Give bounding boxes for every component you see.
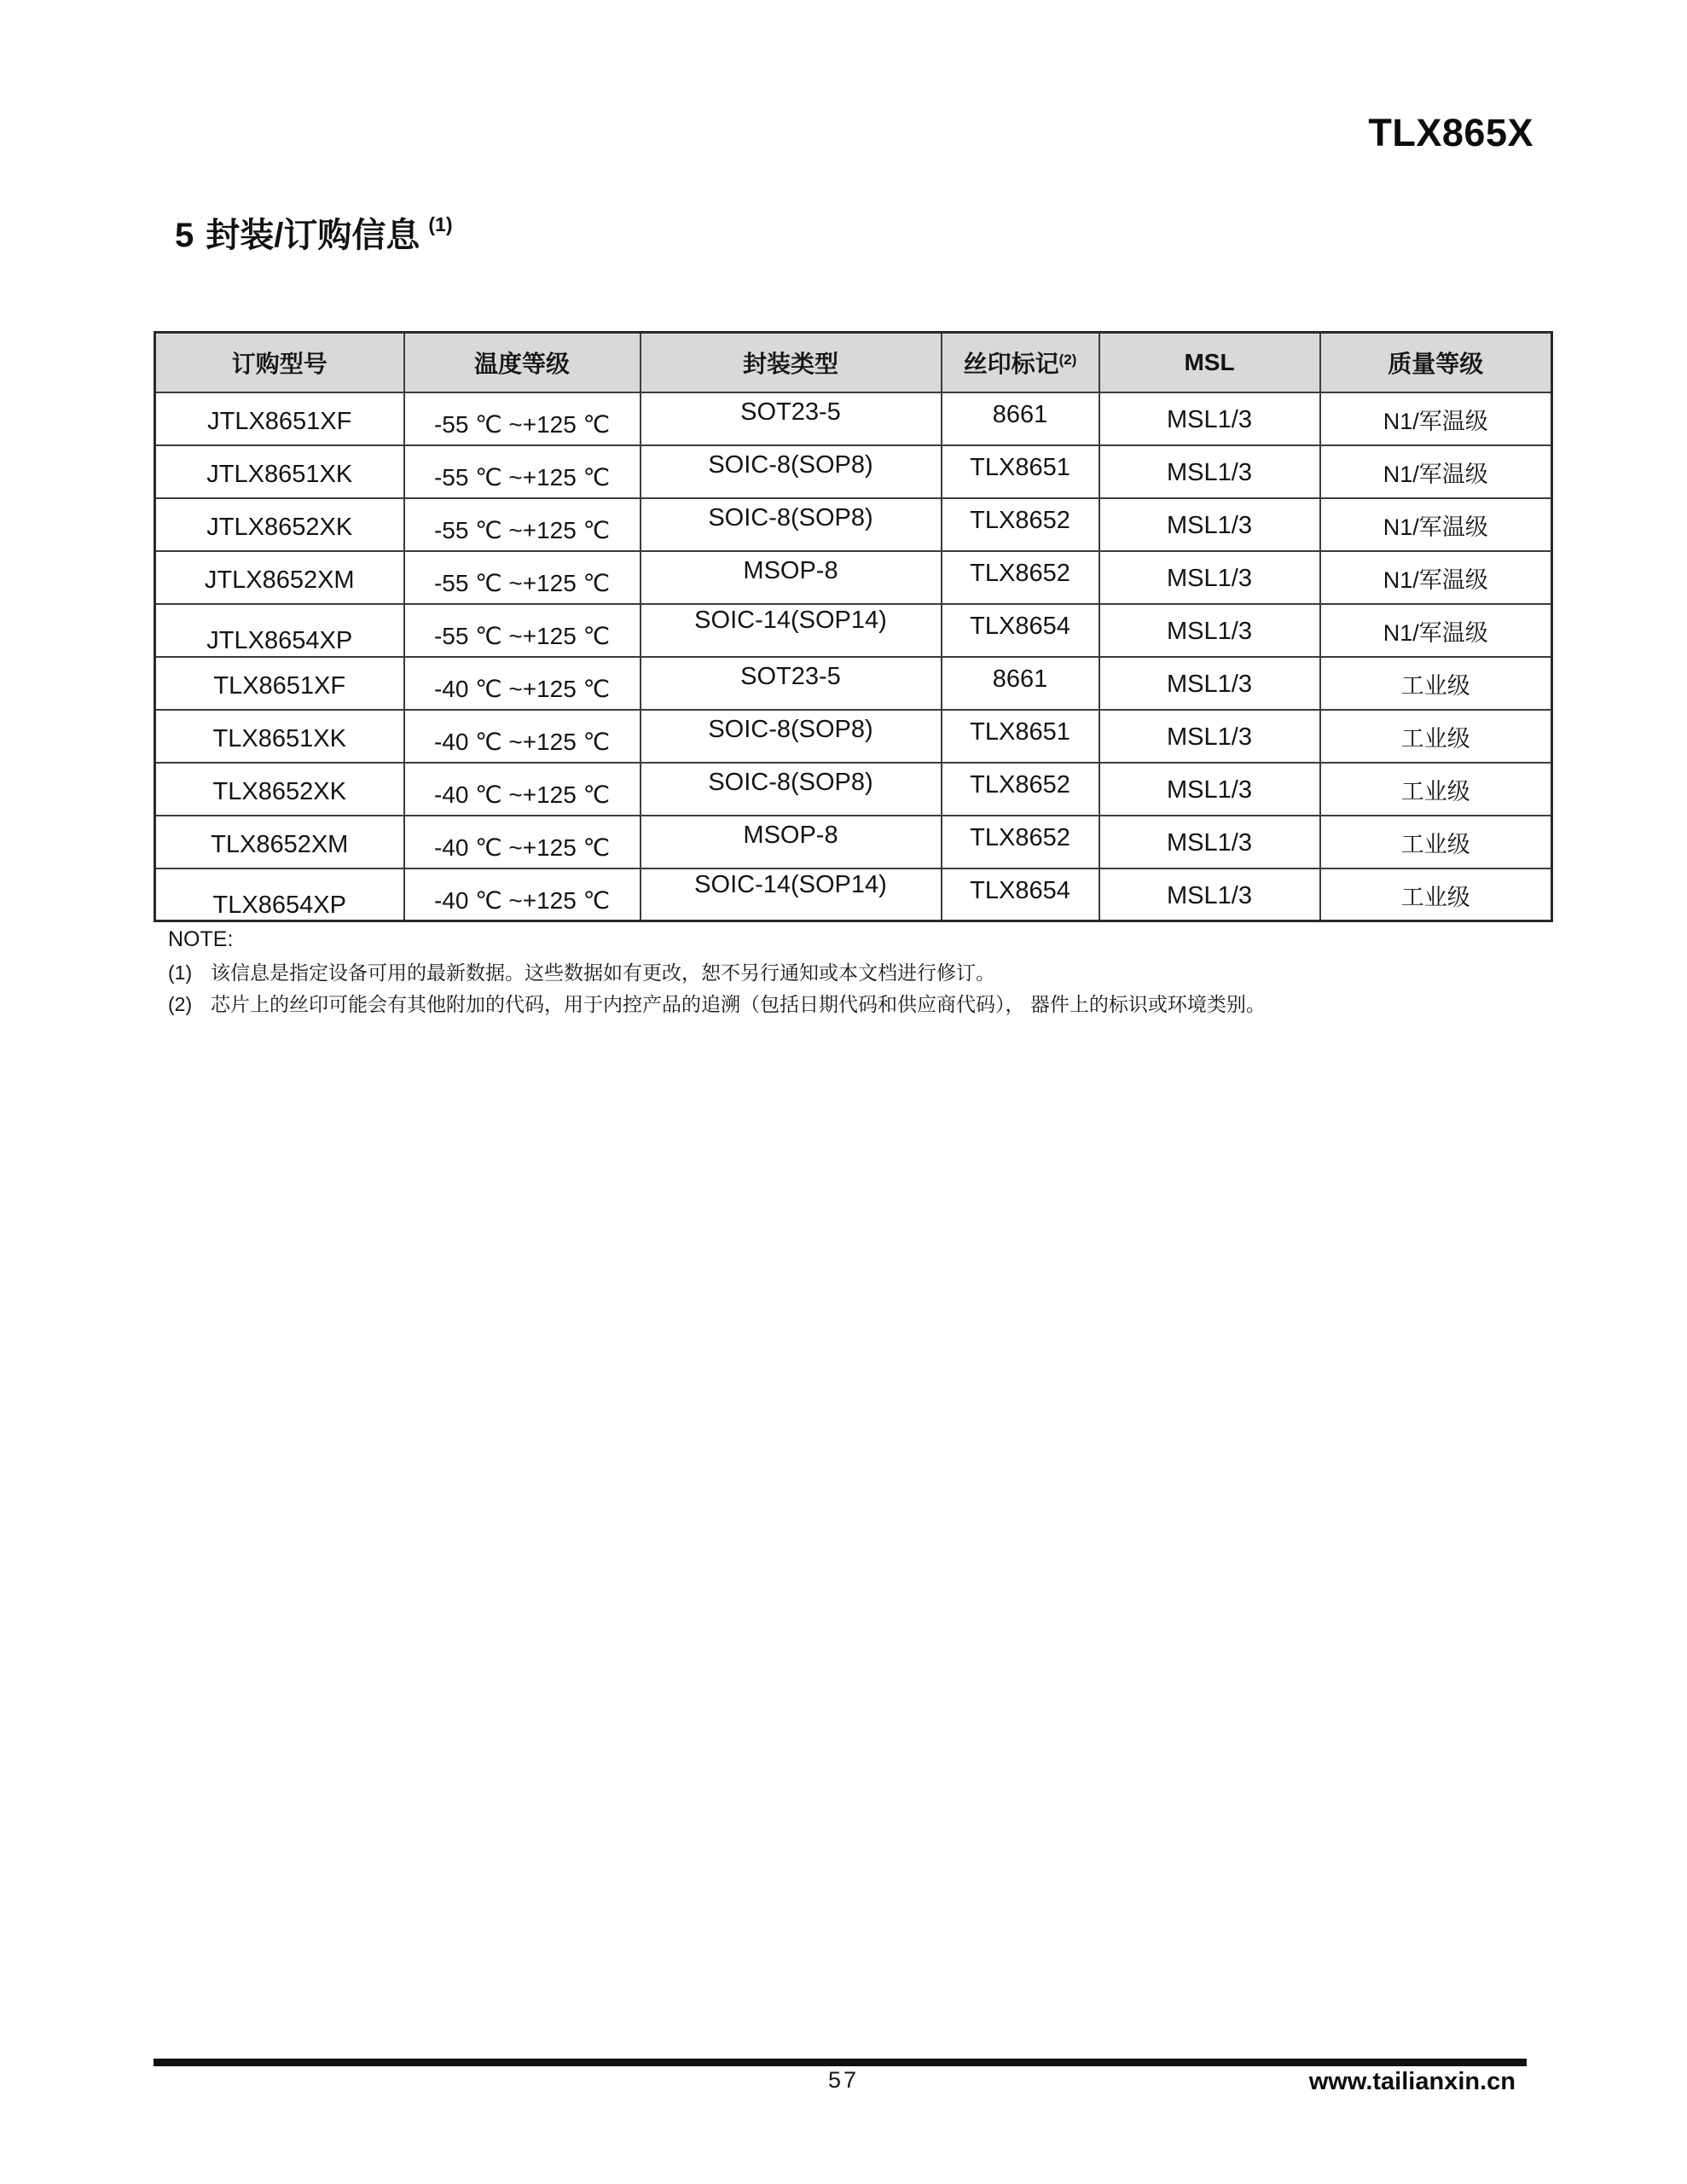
cell-msl: MSL1/3 xyxy=(1099,816,1320,868)
cell-package-type: SOIC-14(SOP14) xyxy=(641,868,942,921)
cell-msl: MSL1/3 xyxy=(1099,868,1320,921)
table-body xyxy=(155,392,1552,921)
header-package-type: 封装类型 xyxy=(641,333,942,392)
table-header-row xyxy=(155,333,1552,392)
note-item-1 xyxy=(168,957,1550,989)
cell-marking: TLX8652 xyxy=(942,763,1099,816)
table-row xyxy=(155,551,1552,604)
cell-package-type: MSOP-8 xyxy=(641,551,942,604)
header-order-number: 订购型号 xyxy=(155,333,404,392)
cell-order-number: TLX8652XK xyxy=(155,763,404,816)
cell-package-type: MSOP-8 xyxy=(641,816,942,868)
cell-package-type: SOIC-14(SOP14) xyxy=(641,604,942,657)
note-number: (1) xyxy=(168,961,193,984)
cell-temperature-grade: -55 ℃ ~+125 ℃ xyxy=(404,445,641,498)
cell-quality-grade: N1/军温级 xyxy=(1320,551,1552,604)
cell-quality-grade: N1/军温级 xyxy=(1320,498,1552,551)
table-row xyxy=(155,763,1552,816)
cell-quality-grade: N1/军温级 xyxy=(1320,604,1552,657)
cell-order-number: JTLX8652XM xyxy=(155,551,404,604)
cell-temperature-grade: -55 ℃ ~+125 ℃ xyxy=(404,392,641,445)
table-row xyxy=(155,445,1552,498)
cell-order-number: TLX8651XK xyxy=(155,710,404,763)
cell-order-number: JTLX8651XK xyxy=(155,445,404,498)
header-marking: 丝印标记$^{(2)}$ xyxy=(942,333,1099,392)
cell-msl: MSL1/3 xyxy=(1099,710,1320,763)
section-title: 封装/订购信息 xyxy=(206,217,420,254)
cell-marking: TLX8652 xyxy=(942,551,1099,604)
cell-msl: MSL1/3 xyxy=(1099,498,1320,551)
cell-temperature-grade: -55 ℃ ~+125 ℃ xyxy=(404,604,641,657)
notes-block xyxy=(168,926,1550,1020)
note-text: 该信息是指定设备可用的最新数据。这些数据如有更改，恕不另行通知或本文档进行修订。 xyxy=(211,961,995,984)
note-item-2 xyxy=(168,989,1550,1020)
cell-msl: MSL1/3 xyxy=(1099,763,1320,816)
table-row xyxy=(155,868,1552,921)
cell-package-type: SOT23-5 xyxy=(641,392,942,445)
cell-temperature-grade: -40 ℃ ~+125 ℃ xyxy=(404,710,641,763)
cell-temperature-grade: -40 ℃ ~+125 ℃ xyxy=(404,868,641,921)
cell-marking: TLX8652 xyxy=(942,816,1099,868)
doc-title: TLX865X xyxy=(1368,111,1533,154)
cell-marking: TLX8651 xyxy=(942,445,1099,498)
table-row xyxy=(155,498,1552,551)
note-number: (2) xyxy=(168,993,193,1015)
cell-order-number: TLX8651XF xyxy=(155,657,404,710)
cell-msl: MSL1/3 xyxy=(1099,551,1320,604)
cell-quality-grade: 工业级 xyxy=(1320,868,1552,921)
cell-temperature-grade: -40 ℃ ~+125 ℃ xyxy=(404,816,641,868)
cell-marking: 8661 xyxy=(942,657,1099,710)
cell-msl: MSL1/3 xyxy=(1099,604,1320,657)
cell-package-type: SOIC-8(SOP8) xyxy=(641,498,942,551)
cell-marking: TLX8652 xyxy=(942,498,1099,551)
cell-marking: 8661 xyxy=(942,392,1099,445)
cell-marking: TLX8651 xyxy=(942,710,1099,763)
cell-order-number: TLX8654XP xyxy=(155,868,404,921)
table-row xyxy=(155,604,1552,657)
cell-order-number: JTLX8654XP xyxy=(155,604,404,657)
table-row xyxy=(155,816,1552,868)
notes-label: NOTE: xyxy=(168,927,234,951)
cell-quality-grade: N1/军温级 xyxy=(1320,445,1552,498)
header-temperature-grade: 温度等级 xyxy=(404,333,641,392)
header-quality-grade: 质量等级 xyxy=(1320,333,1552,392)
cell-order-number: JTLX8651XF xyxy=(155,392,404,445)
cell-quality-grade: 工业级 xyxy=(1320,816,1552,868)
cell-temperature-grade: -40 ℃ ~+125 ℃ xyxy=(404,657,641,710)
page-number: 57 xyxy=(827,2067,860,2093)
note-text: 芯片上的丝印可能会有其他附加的代码，用于内控产品的追溯（包括日期代码和供应商代码）， 器件上的标识或环境类别。 xyxy=(211,993,1266,1015)
cell-temperature-grade: -55 ℃ ~+125 ℃ xyxy=(404,498,641,551)
cell-temperature-grade: -55 ℃ ~+125 ℃ xyxy=(404,551,641,604)
table-row xyxy=(155,657,1552,710)
cell-marking: TLX8654 xyxy=(942,868,1099,921)
cell-quality-grade: 工业级 xyxy=(1320,657,1552,710)
cell-temperature-grade: -40 ℃ ~+125 ℃ xyxy=(404,763,641,816)
table-row xyxy=(155,392,1552,445)
cell-quality-grade: 工业级 xyxy=(1320,710,1552,763)
cell-msl: MSL1/3 xyxy=(1099,657,1320,710)
section-heading xyxy=(175,208,453,257)
cell-marking: TLX8654 xyxy=(942,604,1099,657)
cell-msl: MSL1/3 xyxy=(1099,445,1320,498)
cell-package-type: SOIC-8(SOP8) xyxy=(641,710,942,763)
section-footnote-ref: (1) xyxy=(428,213,453,235)
table-row xyxy=(155,710,1552,763)
marking-footnote-ref: (2) xyxy=(1058,351,1077,368)
cell-msl: MSL1/3 xyxy=(1099,392,1320,445)
cell-quality-grade: 工业级 xyxy=(1320,763,1552,816)
section-number: 5 xyxy=(175,217,194,254)
footer-rule xyxy=(154,2059,1527,2066)
cell-order-number: JTLX8652XK xyxy=(155,498,404,551)
cell-package-type: SOIC-8(SOP8) xyxy=(641,763,942,816)
header-msl: MSL xyxy=(1099,333,1320,392)
cell-package-type: SOT23-5 xyxy=(641,657,942,710)
cell-quality-grade: N1/军温级 xyxy=(1320,392,1552,445)
cell-order-number: TLX8652XM xyxy=(155,816,404,868)
cell-package-type: SOIC-8(SOP8) xyxy=(641,445,942,498)
ordering-info-table xyxy=(154,331,1553,922)
website-link[interactable]: www.tailianxin.cn xyxy=(1308,2068,1516,2095)
